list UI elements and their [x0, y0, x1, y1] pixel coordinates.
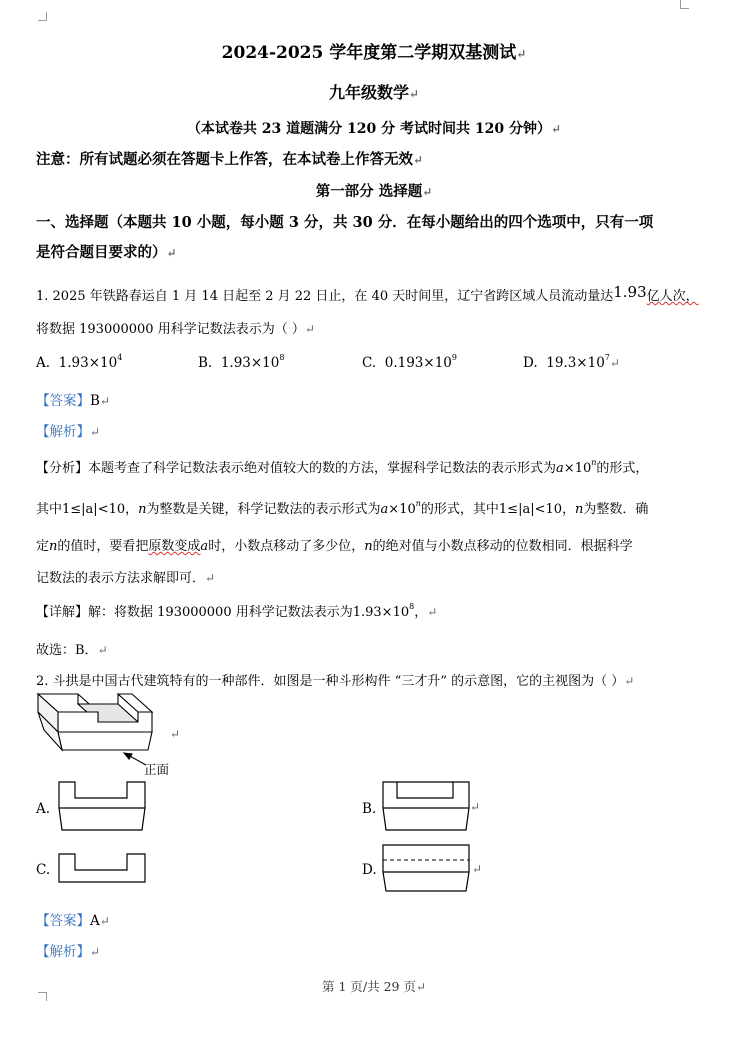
q1-stem-cont: 将数据 193000000 用科学记数法表示为（ ）↵ — [36, 322, 315, 337]
q1-detail: 【详解】解：将数据 193000000 用科学记数法表示为$1.93\times 10^8$，↵ — [36, 602, 438, 620]
q1-option-a: A. $1.93\times 10^4$ — [36, 353, 123, 371]
q2-answer: 【答案】A↵ — [36, 913, 110, 929]
corner-mark-bottom-left — [38, 992, 47, 1001]
paragraph-mark: ↵ — [170, 727, 181, 741]
section1-heading-cont: 是符合题目要求的）↵ — [36, 244, 177, 261]
q1-option-c: C. $0.193\times 10^9$ — [362, 353, 457, 371]
q1-analysis-tag: 【解析】↵ — [36, 424, 101, 440]
q2-option-d-label: D. — [362, 862, 377, 878]
notice: 注意：所有试题必须在答题卡上作答，在本试卷上作答无效↵ — [36, 151, 424, 168]
q2-option-c-figure — [56, 852, 152, 886]
part1-title: 第一部分 选择题↵ — [315, 183, 433, 200]
paragraph-mark: ↵ — [470, 800, 481, 814]
q1-fenxi-line3: 定n的值时，要看把原数变成a时，小数点移动了多少位，n的绝对值与小数点移动的位数相同．根据科学 — [36, 539, 633, 554]
exam-info: （本试卷共 23 道题满分 120 分 考试时间共 120 分钟）↵ — [186, 121, 562, 137]
q1-option-d: D. $19.3\times 10^7↵$ — [523, 353, 620, 371]
q1-answer: 【答案】B↵ — [36, 393, 110, 409]
q2-option-a-figure — [56, 780, 152, 834]
q2-option-a-label: A. — [36, 801, 51, 817]
corner-mark-top-left — [38, 12, 47, 21]
page-subtitle: 九年级数学↵ — [328, 83, 420, 102]
corner-mark-top-right — [680, 0, 689, 9]
q1-choose: 故选：B．↵ — [36, 643, 108, 658]
q1-option-b: B. $1.93\times 10^8$ — [198, 353, 285, 371]
page-footer: 第 1 页/共 29 页↵ — [321, 979, 427, 994]
q2-analysis-tag: 【解析】↵ — [36, 944, 101, 960]
page-title: 2024-2025 学年度第二学期双基测试↵ — [221, 43, 527, 63]
q2-option-d-figure — [380, 842, 476, 894]
section1-heading: 一、选择题（本题共 10 小题，每小题 3 分，共 30 分．在每小题给出的四个选项中，只有一项 — [36, 214, 654, 231]
q2-front-label: 正面 — [144, 762, 170, 777]
q2-option-b-label: B. — [362, 801, 377, 817]
paragraph-mark: ↵ — [472, 862, 483, 876]
q2-option-c-label: C. — [36, 862, 51, 878]
q2-option-b-figure — [380, 780, 476, 834]
q1-stem: 1. 2025 年铁路春运自 1 月 14 日起至 2 月 22 日止，在 40 天时间里，辽宁省跨区域人员流动量达1.93亿人次， — [36, 283, 699, 304]
q1-fenxi-line2: 其中1≤|a|<10，n为整数是关键，科学记数法的表示形式为$a\times 10^n$的形式，其中1≤|a|<10，n为整数．确 — [36, 499, 649, 517]
q1-fenxi-line1: 【分析】本题考查了科学记数法表示绝对值较大的数的方法，掌握科学记数法的表示形式为$a\times 10^n$的形式， — [36, 458, 649, 476]
q2-stem: 2. 斗拱是中国古代建筑特有的一种部件．如图是一种斗形构件 “三才升” 的示意图，它的主视图为（ ）↵ — [36, 674, 635, 689]
q1-fenxi-line4: 记数法的表示方法求解即可．↵ — [36, 571, 216, 586]
